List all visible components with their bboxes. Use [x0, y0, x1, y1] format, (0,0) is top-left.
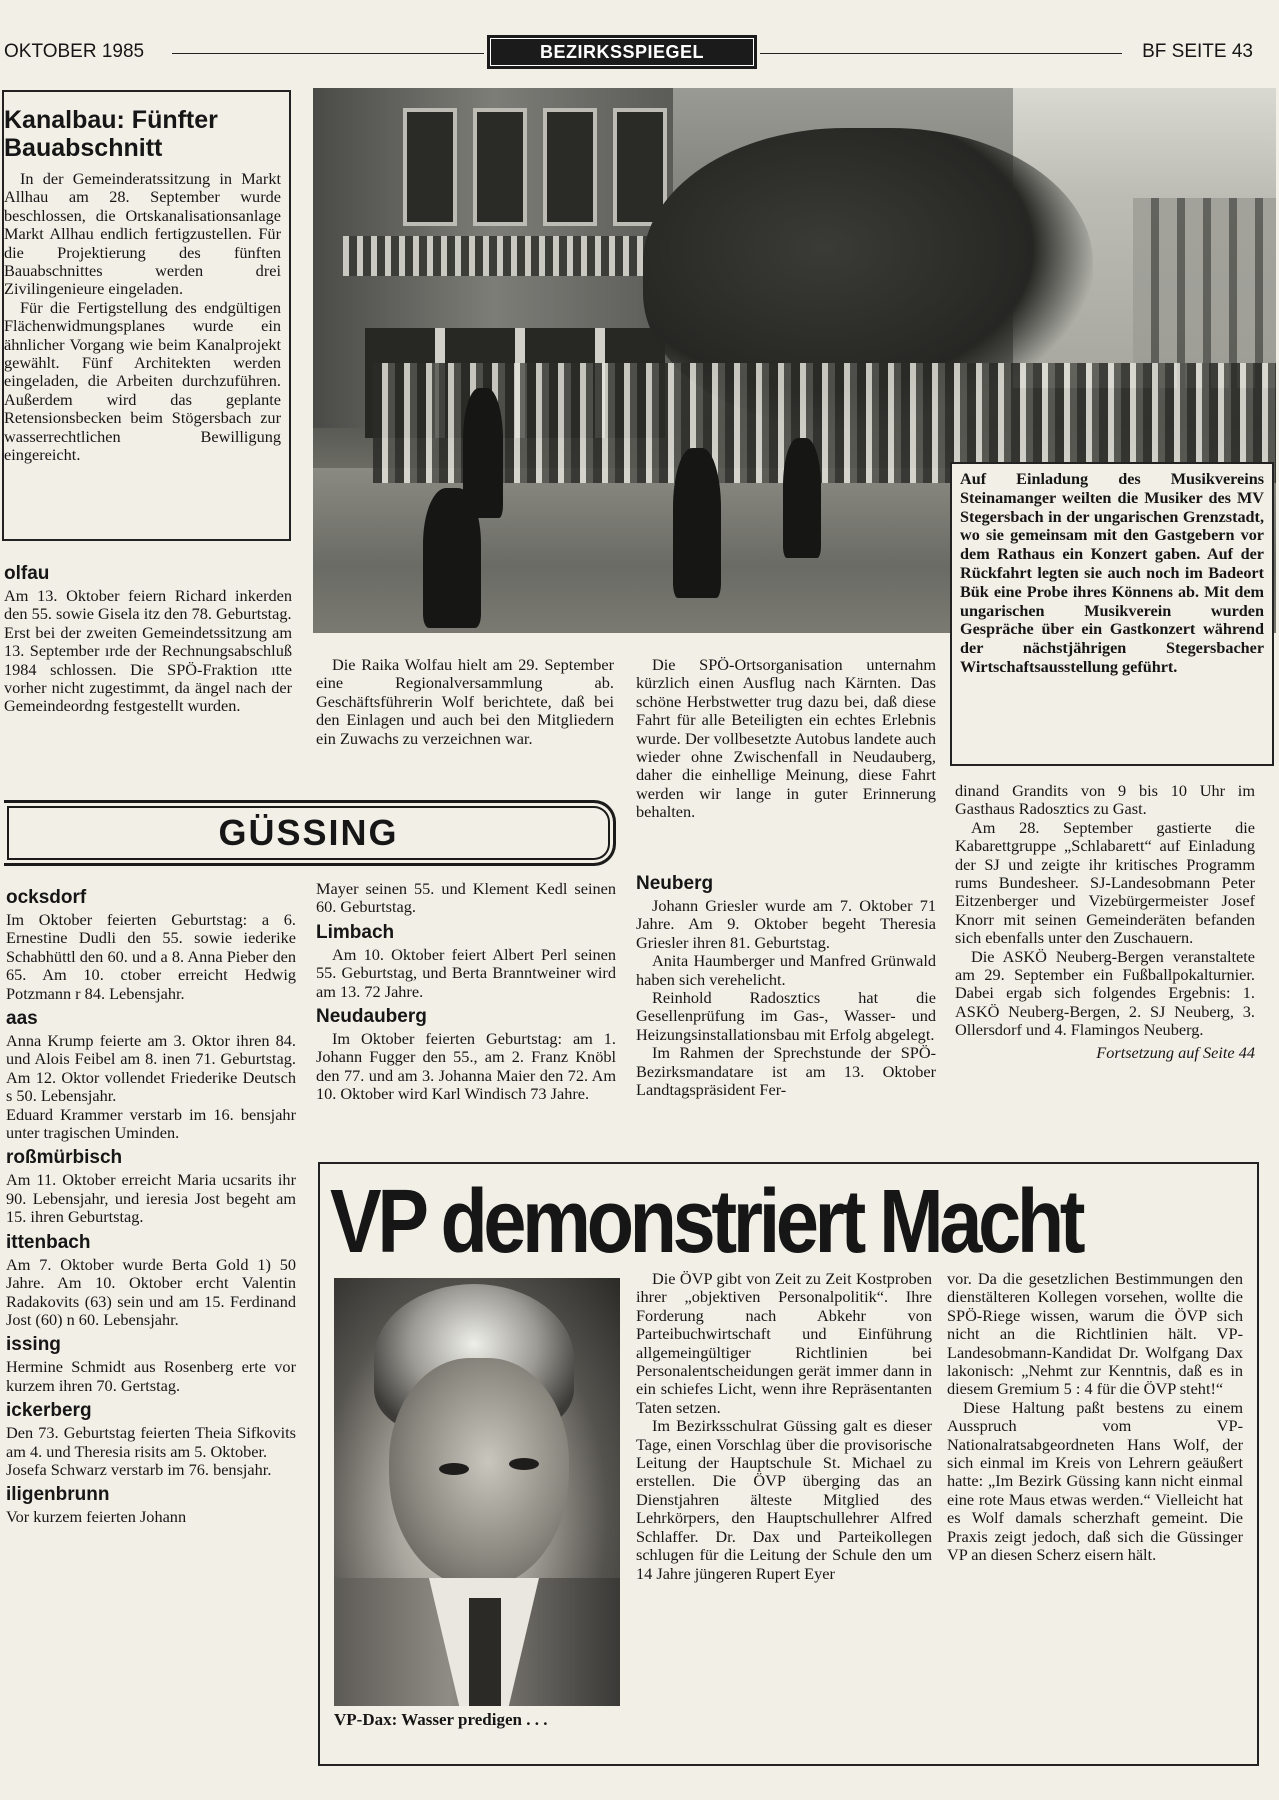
- village-paragraph: Anna Krump feierte am 3. Oktor ihren 84. und Alois Feibel am 8. inen 71. Geburtstag. Am 12. Oktor vollendet Friederike Deutsch s 50. Lebensjahr.: [6, 1031, 296, 1106]
- village-paragraph: Josefa Schwarz verstarb im 76. bensjahr.: [6, 1459, 272, 1479]
- kanalbau-title-line2: Bauabschnitt: [4, 134, 163, 162]
- village-heading: issing: [6, 1334, 61, 1356]
- wolfau-paragraph: Erst bei der zweiten Gemeindetssitzung am 13. September ırde der Rechnungsabschluß 1984 schlossen. Die SPÖ-Fraktion ıtte vorher nicht zugestimmt, da ängel nach der Gemeindeordng festgestellt wurden.: [4, 622, 292, 716]
- village-paragraph: Am 7. Oktober wurde Berta Gold 1) 50 Jahre. Am 10. Oktober ercht Valentin Radakovits (63) sein und am 15. Ferdinand Jost (60) n 60. Lebensjahr.: [6, 1254, 296, 1329]
- neuberg-column: [636, 868, 936, 1099]
- neuberg-heading: Neuberg: [636, 873, 714, 894]
- neuberg-paragraph: Reinhold Radosztics hat die Gesellenprüfung im Gas-, Wasser- und Heizungsinstallationsbau mit Erfolg abgelegt.: [636, 988, 936, 1044]
- wolfau-paragraph: Am 13. Oktober feiern Richard inkerden den 55. sowie Gisela itz den 78. Geburtstag.: [4, 586, 292, 624]
- village-heading: Neudauberg: [316, 1006, 427, 1028]
- kanalbau-title: [4, 106, 289, 162]
- village-heading: Limbach: [316, 921, 395, 943]
- vp-paragraph: Die ÖVP gibt von Zeit zu Zeit Kostproben ihrer „objektiven Personalpolitik“. Ihre Forderung nach Abkehr von Parteibuchwirtschaft und Einführung allgemeingültiger Richtlinien bei Personalentscheidungen gerät immer dann in ein schiefes Licht, wenn ihre Repräsentanten Taten setzen.: [636, 1269, 932, 1417]
- page-number: BF SEITE 43: [1142, 41, 1253, 62]
- header-rule-right: [760, 53, 1122, 54]
- kanalbau-body: [4, 170, 289, 465]
- kanalbau-article: [2, 90, 291, 541]
- village-paragraph: Am 10. Oktober feiert Albert Perl seinen 55. Geburtstag, und Berta Branntweiner wird am 13. 72 Jahre.: [316, 944, 616, 1001]
- neuberg-paragraph: dinand Grandits von 9 bis 10 Uhr im Gasthaus Radosztics zu Gast.: [955, 781, 1255, 819]
- section-label: BEZIRKSSPIEGEL: [487, 35, 757, 69]
- spoe-trip-paragraph: Die SPÖ-Ortsorganisation unternahm kürzlich einen Ausflug nach Kärnten. Das schöne Herbstwetter trug dazu bei, daß diese Fahrt für alle Beteiligten ein echtes Erlebnis wurde. Der vollbesetzte Autobus landete auch wieder ohne Zwischenfall in Neudauberg, daher die einhellige Meinung, diese Fahrt werden wir lange in guter Erinnerung behalten.: [636, 655, 936, 822]
- guessing-banner: GÜSSING: [4, 800, 616, 866]
- wolfau-article: [4, 558, 292, 716]
- village-paragraph: Vor kurzem feierten Johann: [6, 1507, 187, 1527]
- village-paragraph: Eduard Krammer verstarb im 16. bensjahr unter tragischen Uminden.: [6, 1104, 296, 1143]
- village-paragraph: Den 73. Geburtstag feierten Theia Sifkovits am 4. und Theresia risits am 5. Oktober.: [6, 1423, 296, 1461]
- neuberg-paragraph: Am 28. September gastierte die Kabarettgruppe „Schlabarett“ auf Einladung der SJ und zeigte ihr kritisches Programm rums Bundesheer. SJ-Landesobmann Peter Eitzenberger und Vizebürgermeister Josef Knorr mit seinen Gemeinderäten befanden sich ebenfalls unter den Zuschauern.: [955, 817, 1255, 948]
- birthday-column-1: [6, 882, 296, 1527]
- village-paragraph: Im Oktober feierten Geburtstag: am 1. Johann Fugger den 55., am 2. Franz Knöbl den 77. und am 3. Johanna Maier den 72. Am 10. Oktober wird Karl Windisch 73 Jahre.: [316, 1029, 616, 1104]
- neuberg-paragraph: Im Rahmen der Sprechstunde der SPÖ-Bezirksmandatare ist am 13. Oktober Landtagspräsident Fer-: [636, 1043, 936, 1100]
- neuberg-continued-column: [955, 782, 1255, 1062]
- village-heading: ickerberg: [6, 1400, 92, 1422]
- spoe-trip-article: [636, 656, 936, 822]
- village-paragraph: Im Oktober feierten Geburtstag: a 6. Ernestine Dudli den 55. sowie iederike Schabhüttl den 60. und a 8. Anna Pieber den 65. Am 10. ctober erreicht Hedwig Potzmann r 84. Lebensjahr.: [6, 910, 296, 1003]
- kanalbau-title-line1: Kanalbau: Fünfter: [4, 106, 218, 134]
- vp-column-a: [636, 1270, 932, 1583]
- continued-paragraph: Mayer seinen 55. und Klement Kedl seinen 60. Geburtstag.: [316, 879, 616, 917]
- portrait-caption: VP-Dax: Wasser predigen . . .: [334, 1710, 548, 1729]
- vp-paragraph: vor. Da die gesetzlichen Bestimmungen den dienstälteren Kollegen vorsehen, wollte die SPÖ-Riege wissen, warum die ÖVP sich nicht an die Richtlinien hält. VP-Landesobmann-Kandidat Dr. Wolfgang Dax lakonisch: „Nehmt zur Kenntnis, daß es in diesem Gremium 5 : 4 für die ÖVP steht!“: [947, 1269, 1243, 1399]
- neuberg-paragraph: Johann Griesler wurde am 7. Oktober 71 Jahre. Am 9. Oktober begeht Theresia Griesler ihren 81. Geburtstag.: [636, 896, 936, 952]
- raika-paragraph: Die Raika Wolfau hielt am 29. September eine Regionalversammlung ab. Geschäftsführerin Wolf berichtete, daß bei den Einlagen und auch bei den Mitgliedern ein Zuwachs zu verzeichnen war.: [316, 655, 614, 748]
- village-heading: ittenbach: [6, 1231, 91, 1253]
- kanalbau-paragraph: Für die Fertigstellung des endgültigen Flächenwidmungsplanes wurde ein ähnlicher Vorgang wie beim Kanalprojekt gewählt. Fünf Architekten werden eingeladen, die Arbeiten durchzuführen. Außerdem wird das geplante Retensionsbecken beim Stögersbach zur wasserrechtlichen Bewilligung eingereicht.: [4, 297, 281, 465]
- issue-date: OKTOBER 1985: [4, 41, 145, 62]
- village-paragraph: Am 11. Oktober erreicht Maria ucsarits ihr 90. Lebensjahr, und ieresia Jost begeht am 15. ihren Geburtstag.: [6, 1170, 296, 1227]
- header-rule-left: [172, 53, 484, 54]
- wolfau-heading: olfau: [4, 563, 50, 584]
- village-heading: iligenbrunn: [6, 1484, 110, 1506]
- continuation-note: Fortsetzung auf Seite 44: [1096, 1042, 1255, 1062]
- village-paragraph: Hermine Schmidt aus Rosenberg erte vor kurzem ihren 70. Gertstag.: [6, 1357, 296, 1395]
- village-heading: roßmürbisch: [6, 1147, 123, 1169]
- vp-paragraph: Diese Haltung paßt bestens zu einem Ausspruch vom VP-Nationalratsabgeordneten Hans Wolf, der sich einmal im Kreis von Lehrern geäußert hatte: „Im Bezirk Güssing kann nicht einmal eine rote Maus etwas werden.“ Vielleicht hat es Wolf damals scherzhaft gemeint. Die Praxis zeigt jedoch, daß sich die Güssinger VP an diesen Scherz eisern hält.: [947, 1397, 1243, 1565]
- photo-caption: Auf Einladung des Musikvereins Steinamanger weilten die Musiker des MV Stegersbach in der ungarischen Grenzstadt, wo sie gemeinsam mit den Gastgebern vor dem Rathaus ein Konzert gaben. Auf der Rückfahrt legten sie auch noch im Badeort Bük eine Probe ihres Könnens ab. Mit dem ungarischen Musikverein wurden Gespräche über ein Gastkonzert während der nächstjährigen Stegersbacher Wirtschaftsausstellung geführt.: [950, 462, 1274, 766]
- vp-paragraph: Im Bezirksschulrat Güssing galt es dieser Tage, einen Vorschlag über die provisorische Leitung der Hauptschule St. Michael zu erstellen. Die ÖVP überging das an Dienstjahren älteste Mitglied des Lehrkörpers, den Hauptschullehrer Alfred Schlaffer. Dr. Dax und Parteikollegen schlugen für die Leitung der Schule den um 14 Jahre jüngeren Rupert Eyer: [636, 1416, 932, 1583]
- birthday-column-2: [316, 880, 616, 1104]
- vp-headline: VP demonstriert Macht: [330, 1172, 1082, 1272]
- village-heading: ocksdorf: [6, 887, 87, 908]
- dax-portrait-photo: [334, 1278, 620, 1706]
- vp-column-b: [947, 1270, 1243, 1565]
- neuberg-paragraph: Anita Haumberger und Manfred Grünwald haben sich verehelicht.: [636, 951, 936, 989]
- kanalbau-paragraph: In der Gemeinderatssitzung in Markt Allhau am 28. September wurde beschlossen, die Ortskanalisationsanlage Markt Allhau endlich fertigzustellen. Für die Projektierung des fünften Bauabschnittes werden drei Zivilingenieure eingeladen.: [4, 169, 281, 299]
- neuberg-paragraph: Die ASKÖ Neuberg-Bergen veranstaltete am 29. September ein Fußballpokalturnier. Dabei ergab sich folgendes Ergebnis: 1. ASKÖ Neuberg-Bergen, 2. SJ Neuberg, 3. Ollersdorf und 4. Flamingos Neuberg.: [955, 946, 1255, 1040]
- raika-article: [316, 656, 614, 748]
- village-heading: aas: [6, 1008, 38, 1030]
